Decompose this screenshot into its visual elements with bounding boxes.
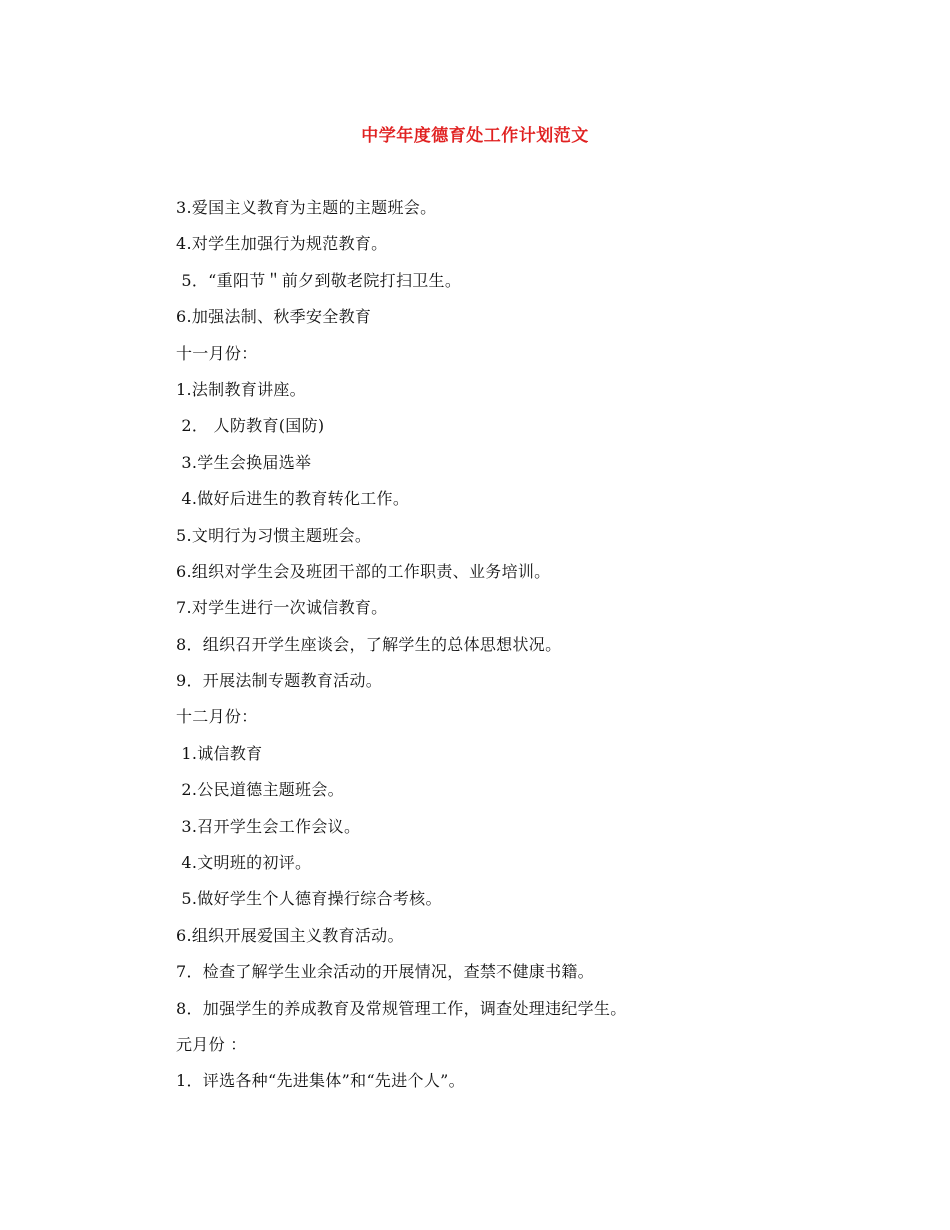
- paragraph-line: 5.文明行为习惯主题班会。: [176, 525, 372, 545]
- paragraph-line: 3.学生会换届选举: [176, 452, 312, 472]
- paragraph-line: 4.做好后进生的教育转化工作。: [176, 489, 410, 509]
- paragraph-line: 5．“重阳节＂前夕到敬老院打扫卫生。: [176, 270, 462, 290]
- document-title: 中学年度德育处工作计划范文: [361, 126, 589, 146]
- section-heading: 元月份 ：: [176, 1034, 247, 1054]
- paragraph-line: 4.文明班的初评。: [176, 853, 312, 873]
- paragraph-line: 4.对学生加强行为规范教育。: [176, 234, 388, 254]
- paragraph-line: 2． 人防教育(国防): [176, 416, 325, 436]
- paragraph-line: 1.诚信教育: [176, 743, 263, 763]
- paragraph-line: 7．检查了解学生业余活动的开展情况，查禁不健康书籍。: [176, 962, 594, 982]
- paragraph-line: 1．评选各种“先进集体”和“先进个人”。: [176, 1071, 465, 1091]
- document-body: [176, 196, 876, 1106]
- section-heading: 十二月份：: [176, 707, 258, 727]
- paragraph-line: 3.召开学生会工作会议。: [176, 816, 361, 836]
- paragraph-line: 5.做好学生个人德育操行综合考核。: [176, 889, 442, 909]
- paragraph-line: 2.公民道德主题班会。: [176, 780, 344, 800]
- paragraph-line: 6.组织开展爱国主义教育活动。: [176, 925, 404, 945]
- paragraph-line: 3.爱国主义教育为主题的主题班会。: [176, 198, 437, 217]
- paragraph-line: 1.法制教育讲座。: [176, 379, 306, 399]
- section-heading: 十一月份：: [176, 343, 258, 363]
- paragraph-line: 8．加强学生的养成教育及常规管理工作，调查处理违纪学生。: [176, 998, 627, 1018]
- paragraph-line: 6.加强法制、秋季安全教育: [176, 307, 372, 327]
- paragraph-line: 6.组织对学生会及班团干部的工作职责、业务培训。: [176, 561, 551, 581]
- paragraph-line: 8．组织召开学生座谈会，了解学生的总体思想状况。: [176, 634, 562, 654]
- paragraph-line: 7.对学生进行一次诚信教育。: [176, 598, 388, 618]
- paragraph-line: 9．开展法制专题教育活动。: [176, 671, 383, 691]
